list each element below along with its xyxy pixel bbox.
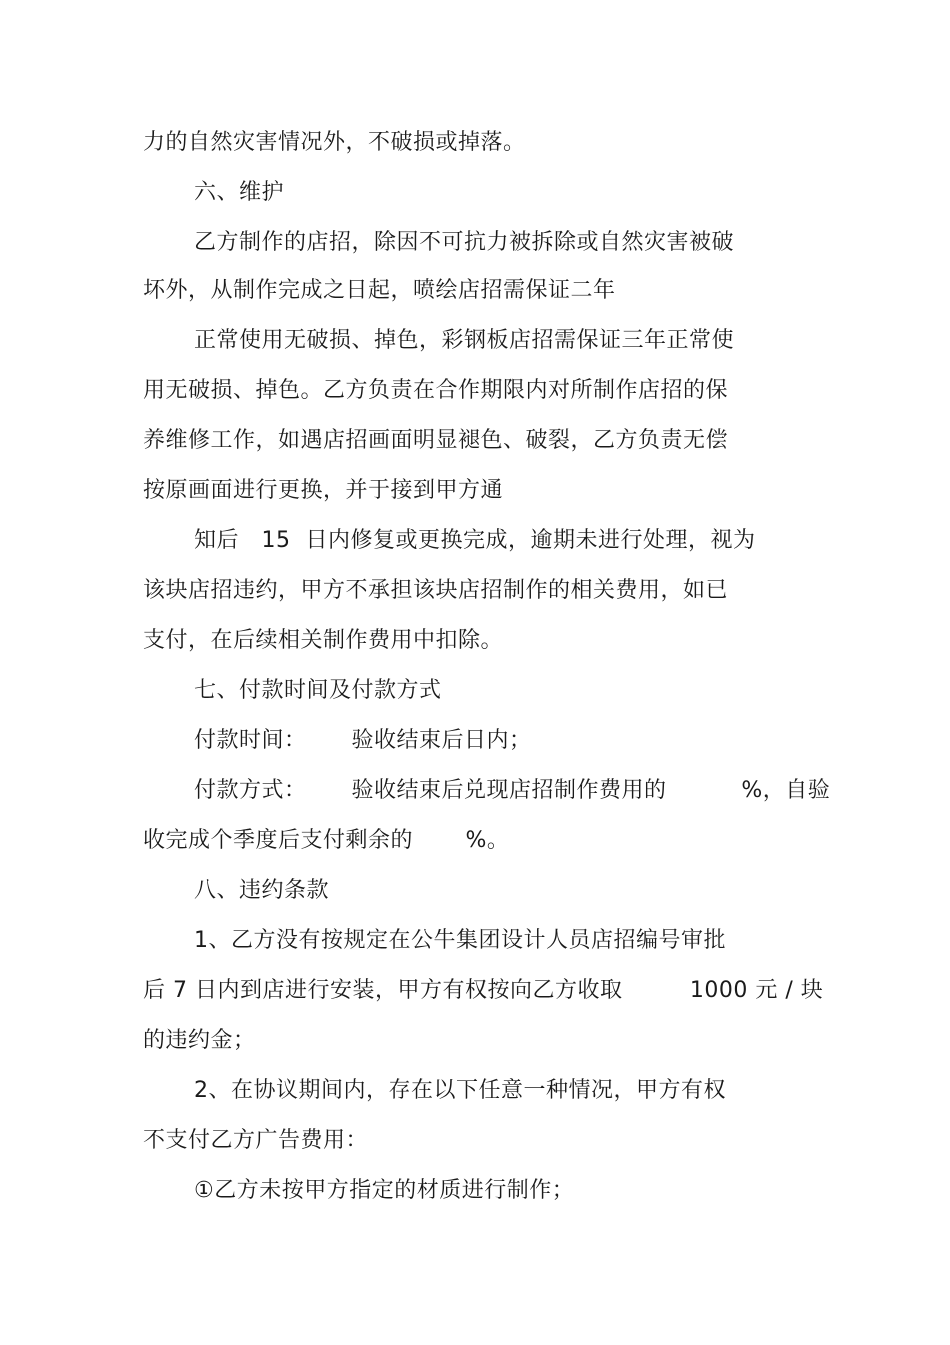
- text-line: 不支付乙方广告费用：: [143, 1128, 369, 1153]
- payment-method-line: 付款方式： 验收结束后兑现店招制作费用的 %，自验: [194, 778, 831, 803]
- clause-2: 2、在协议期间内，存在以下任意一种情况，甲方有权: [194, 1078, 726, 1103]
- text-line: 按原画面进行更换，并于接到甲方通: [143, 478, 504, 503]
- section-heading-maintenance: 六、维护: [194, 180, 285, 205]
- text-line: 坏外，从制作完成之日起，喷绘店招需保证二年: [143, 278, 616, 303]
- section-heading-payment: 七、付款时间及付款方式: [194, 678, 442, 703]
- text-line: 乙方制作的店招，除因不可抗力被拆除或自然灾害被破: [194, 230, 735, 255]
- text-line: 力的自然灾害情况外，不破损或掉落。: [143, 130, 526, 155]
- text-line: 用无破损、掉色。乙方负责在合作期限内对所制作店招的保: [143, 378, 729, 403]
- clause-1: 1、乙方没有按规定在公牛集团设计人员店招编号审批: [194, 928, 726, 953]
- section-heading-breach: 八、违约条款: [194, 878, 330, 903]
- text-line: 养维修工作，如遇店招画面明显褪色、破裂，乙方负责无偿: [143, 428, 729, 453]
- text-line: 后 7 日内到店进行安装，甲方有权按向乙方收取 1000 元 / 块: [143, 978, 824, 1003]
- text-line: 正常使用无破损、掉色，彩钢板店招需保证三年正常使: [194, 328, 735, 353]
- text-line: 知后 15 日内修复或更换完成，逾期未进行处理，视为: [194, 528, 756, 553]
- payment-time-line: 付款时间： 验收结束后日内；: [194, 728, 532, 753]
- text-line: 该块店招违约，甲方不承担该块店招制作的相关费用，如已: [143, 578, 729, 603]
- sub-clause-1: ①乙方未按甲方指定的材质进行制作；: [194, 1178, 575, 1203]
- text-line: 支付，在后续相关制作费用中扣除。: [143, 628, 504, 653]
- text-line: 收完成个季度后支付剩余的 %。: [143, 828, 510, 853]
- text-line: 的违约金；: [143, 1028, 256, 1053]
